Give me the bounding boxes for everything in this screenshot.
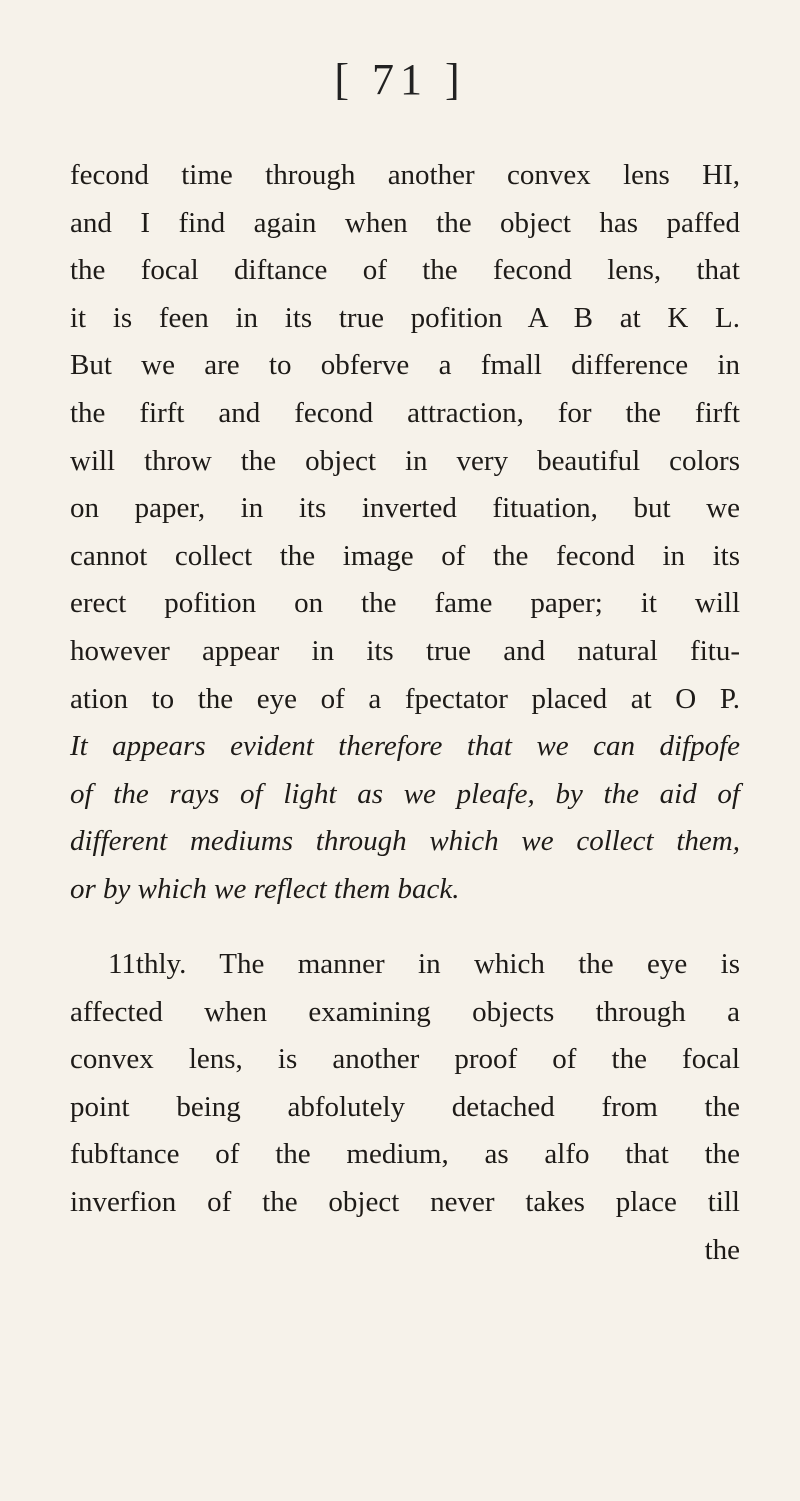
- text-line: fubftance of the medium, as alfo that the: [70, 1138, 740, 1171]
- text-line: however appear in its true and natural fitu-: [70, 634, 740, 667]
- text-line: fecond time through another convex lens HI,: [70, 159, 740, 191]
- text-line: will throw the object in very beautiful colors: [70, 444, 740, 477]
- page-number: [ 71 ]: [334, 55, 466, 104]
- text-line: inverfion of the object never takes place till: [70, 1185, 740, 1218]
- italic-text-line: or by which we reflect them back.: [70, 872, 460, 905]
- text-line: it is feen in its true pofition A B at K L.: [70, 301, 740, 334]
- text-line: point being abfolutely detached from the: [70, 1090, 740, 1123]
- text-line: the firft and fecond attraction, for the firft: [70, 396, 740, 429]
- italic-text-line: of the rays of light as we pleafe, by the aid of: [70, 777, 740, 810]
- text-line: convex lens, is another proof of the focal: [70, 1043, 740, 1076]
- text-line: But we are to obferve a fmall difference in: [70, 349, 740, 382]
- text-line: affected when examining objects through a: [70, 995, 740, 1028]
- italic-text-line: It appears evident therefore that we can difpofe: [70, 730, 740, 763]
- italic-text-line: different mediums through which we collect them,: [70, 825, 740, 858]
- catchword: the: [704, 1233, 740, 1266]
- paragraph-2: [70, 941, 740, 1274]
- text-line: cannot collect the image of the fecond in its: [70, 539, 740, 572]
- text-line: on paper, in its inverted fituation, but we: [70, 492, 740, 525]
- paragraph-1: [70, 152, 740, 914]
- text-line: the focal diftance of the fecond lens, that: [70, 254, 740, 287]
- text-line: and I find again when the object has paffed: [70, 206, 740, 239]
- text-line: 11thly. The manner in which the eye is: [108, 948, 740, 980]
- text-line: erect pofition on the fame paper; it will: [70, 587, 740, 620]
- text-line: ation to the eye of a fpectator placed at O P.: [70, 682, 740, 715]
